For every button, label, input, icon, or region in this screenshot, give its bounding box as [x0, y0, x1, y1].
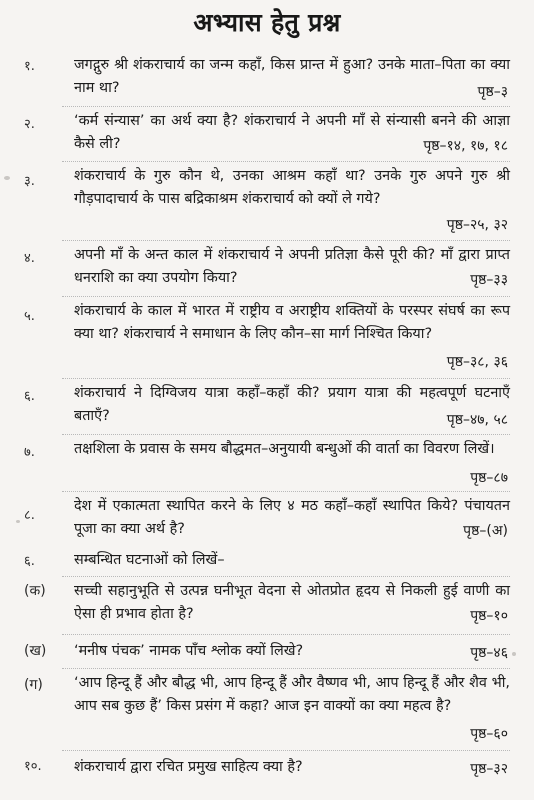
question-text: सम्बन्धित घटनाओं को लिखें–	[74, 552, 225, 568]
divider	[62, 434, 510, 435]
question-text: जगद्गुरु श्री शंकराचार्य का जन्म कहाँ, किस प्रान्त में हुआ? उनके माता–पिता का क्या नाम था?	[74, 57, 510, 96]
question-item	[0, 493, 534, 545]
question-text: अपनी माँ के अन्त काल में शंकराचार्य ने अपनी प्रतिज्ञा कैसे पूरी की? माँ द्वारा प्राप्त धनराशि का क्या उपयोग किया?	[74, 247, 510, 286]
page-reference: पृष्ठ–१४, १७, १८	[423, 138, 508, 154]
question-number: २.	[24, 117, 35, 132]
page-reference: पृष्ठ–८७	[470, 470, 508, 486]
question-subitem	[0, 578, 534, 630]
question-text: सच्ची सहानुभूति से उत्पन्न घनीभूत वेदना से ओतप्रोत हृदय से निकली हुई वाणी का ऐसा ही प्रभाव होता है?	[74, 583, 510, 622]
page-reference: पृष्ठ–३३	[470, 272, 508, 288]
question-text: ‘कर्म संन्यास’ का अर्थ क्या है? शंकराचार्य ने अपनी माँ से संन्यासी बनने की आज्ञा कैसे ली?	[74, 113, 510, 152]
question-text: तक्षशिला के प्रवास के समय बौद्धमत–अनुयायी बन्धुओं की वार्ता का विवरण लिखें।	[74, 441, 495, 457]
scan-speck	[512, 652, 516, 656]
page-reference: पृष्ठ–६०	[470, 726, 508, 742]
divider	[62, 750, 510, 751]
question-number: ६.	[24, 389, 35, 404]
divider	[62, 240, 510, 241]
page-reference: पृष्ठ–३२	[470, 761, 508, 777]
divider	[62, 491, 510, 492]
page-reference: पृष्ठ–३	[477, 84, 508, 100]
page-reference: पृष्ठ–४७, ५८	[446, 412, 508, 428]
page-title: अभ्यास हेतु प्रश्न	[193, 8, 341, 37]
question-text: ‘आप हिन्दू हैं और बौद्ध भी, आप हिन्दू हैं और वैष्णव भी, आप हिन्दू हैं और शैव भी, आप सब कुछ हैं’ किस प्रसंग में कहा? आज इन वाक्यों का क्या महत्व है?	[74, 675, 510, 714]
question-subitem	[0, 670, 534, 748]
question-text: शंकराचार्य के गुरु कौन थे, उनका आश्रम कहाँ था? उनके गुरु अपने गुरु श्री गौड़पादाचार्य के पास बद्रिकाश्रम शंकराचार्य को क्यों ले गये?	[74, 168, 510, 207]
question-number: १०.	[24, 759, 42, 774]
question-number: (क)	[24, 583, 46, 599]
divider	[62, 634, 510, 635]
question-item	[0, 298, 534, 376]
divider	[62, 378, 510, 379]
scan-speck	[4, 176, 10, 180]
question-text: शंकराचार्य द्वारा रचित प्रमुख साहित्य क्या है?	[74, 759, 303, 775]
divider	[62, 106, 510, 107]
question-item	[0, 242, 534, 294]
question-number: ८.	[24, 508, 35, 523]
divider	[62, 161, 510, 162]
question-item	[0, 163, 534, 239]
page-reference: पृष्ठ–१०	[470, 608, 508, 624]
question-item	[0, 108, 534, 160]
question-number: ६.	[24, 554, 35, 569]
question-subitem	[0, 636, 534, 664]
page-reference: पृष्ठ–३८, ३६	[446, 354, 508, 370]
page-reference: पृष्ठ–२५, ३२	[446, 217, 508, 233]
divider	[62, 668, 510, 669]
question-item	[0, 754, 534, 784]
question-text: देश में एकात्मता स्थापित करने के लिए ४ मठ कहाँ–कहाँ स्थापित किये? पंचायतन पूजा का क्या अर्थ है?	[74, 498, 510, 537]
question-item	[0, 52, 534, 106]
question-number: १.	[24, 59, 35, 74]
question-number: ४.	[24, 251, 35, 266]
scan-speck	[16, 520, 20, 523]
question-number: (ख)	[24, 643, 47, 659]
question-text: ‘मनीष पंचक’ नामक पाँच श्लोक क्यों लिखे?	[74, 643, 304, 659]
question-number: ३.	[24, 174, 35, 189]
divider	[62, 296, 510, 297]
question-item	[0, 436, 534, 488]
question-number: ७.	[24, 445, 35, 460]
question-item	[0, 380, 534, 434]
question-number: (ग)	[24, 677, 43, 693]
question-text: शंकराचार्य ने दिग्विजय यात्रा कहाँ–कहाँ की? प्रयाग यात्रा की महत्वपूर्ण घटनाएँ बताएँ?	[74, 385, 510, 424]
question-text: शंकराचार्य के काल में भारत में राष्ट्रीय व अराष्ट्रीय शक्तियों के परस्पर संघर्ष का रूप क्या था? शंकराचार्य ने समाधान के लिए कौन–सा मार्ग निश्चित किया?	[74, 303, 510, 342]
divider	[62, 576, 510, 577]
page-reference: पृष्ठ–(अ)	[463, 523, 508, 539]
question-number: ५.	[24, 309, 35, 324]
question-item	[0, 549, 534, 575]
page-reference: पृष्ठ–४६	[470, 645, 508, 661]
